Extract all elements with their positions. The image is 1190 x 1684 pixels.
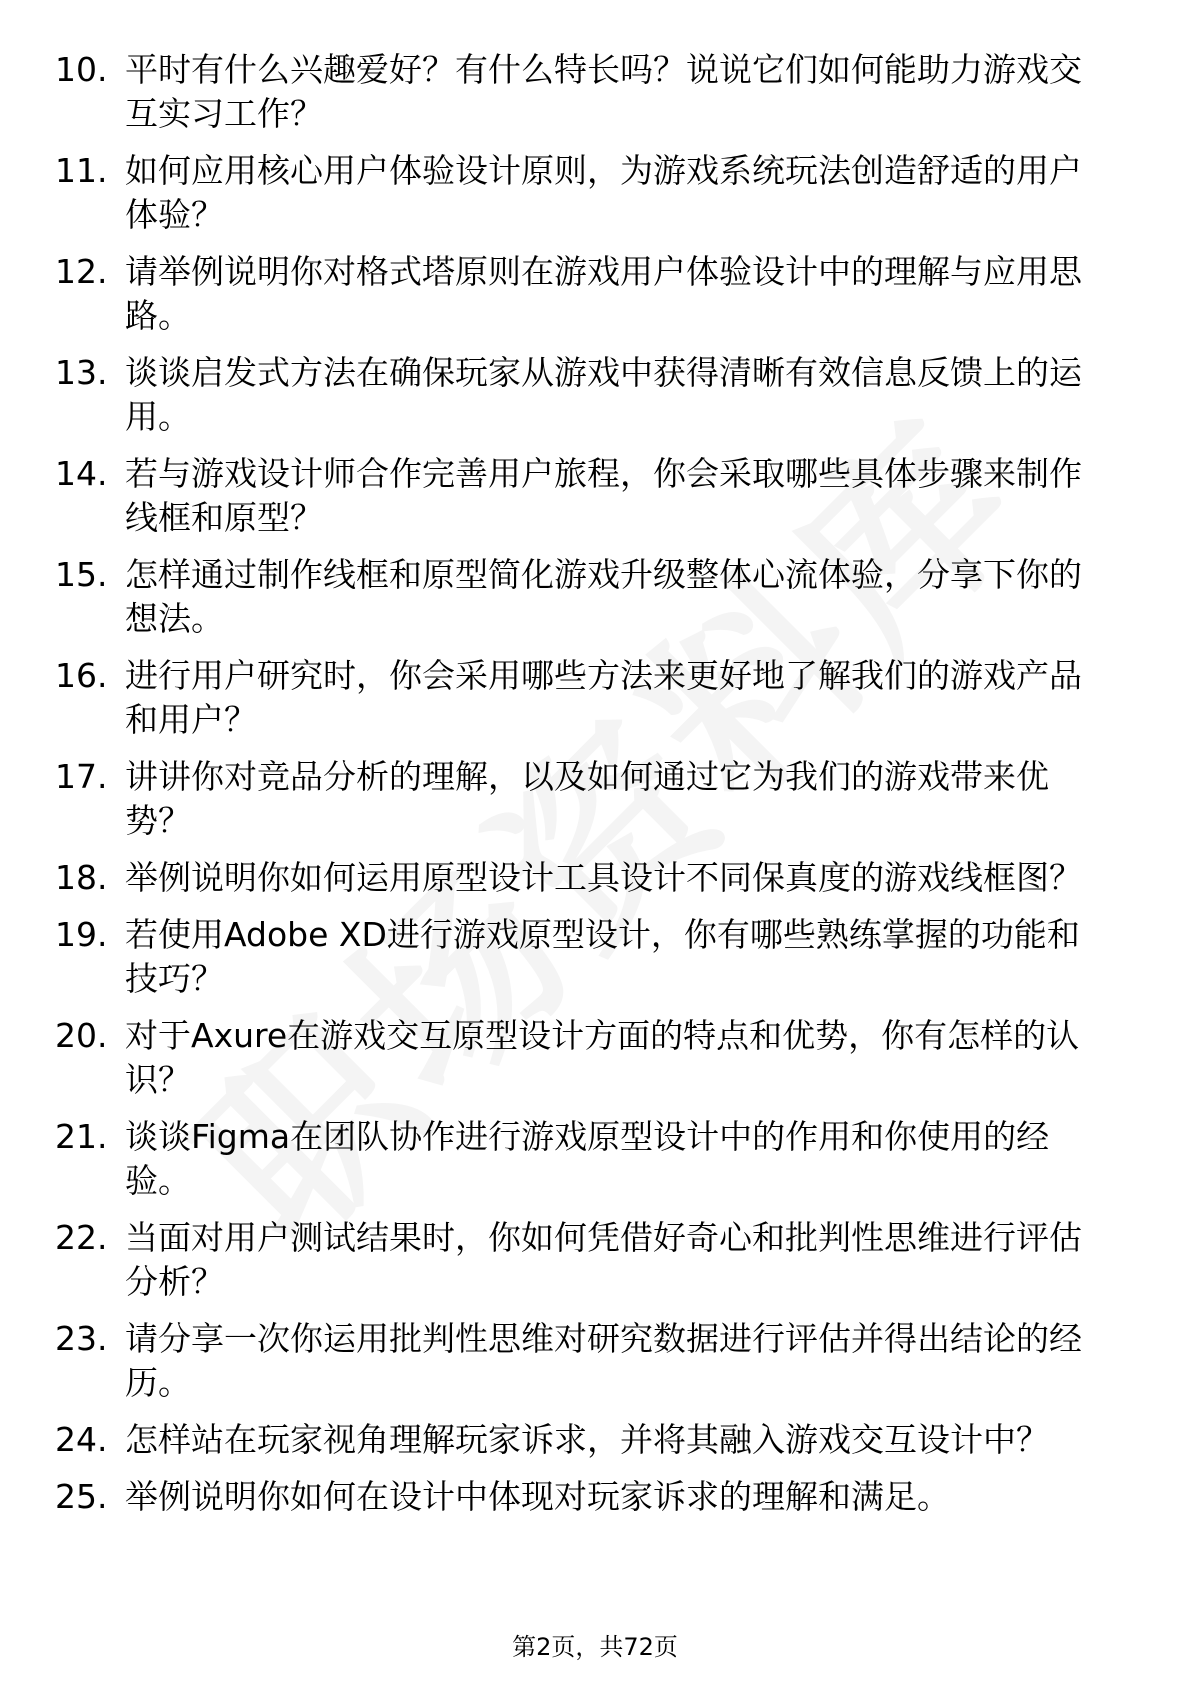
question-number: 13. [55, 353, 108, 392]
question-number: 22. [55, 1218, 108, 1257]
question-number: 21. [55, 1117, 108, 1156]
question-text: 当面对用户测试结果时，你如何凭借好奇心和批判性思维进行评估分析？ [125, 1218, 1082, 1301]
question-number: 17. [55, 757, 108, 796]
question-number: 18. [55, 858, 108, 897]
question-text: 对于Axure在游戏交互原型设计方面的特点和优势，你有怎样的认识？ [125, 1016, 1080, 1099]
question-number: 24. [55, 1420, 108, 1459]
question-item [0, 1216, 1190, 1304]
question-item [0, 1475, 1190, 1519]
question-number: 11. [55, 151, 108, 190]
question-item [0, 452, 1190, 540]
question-text: 若使用Adobe XD进行游戏原型设计，你有哪些熟练掌握的功能和技巧？ [125, 915, 1080, 998]
question-item [0, 654, 1190, 742]
question-number: 19. [55, 915, 108, 954]
question-number: 23. [55, 1319, 108, 1358]
question-item [0, 1317, 1190, 1405]
question-text: 请举例说明你对格式塔原则在游戏用户体验设计中的理解与应用思路。 [125, 252, 1082, 335]
question-item [0, 1418, 1190, 1462]
question-item [0, 913, 1190, 1001]
question-text: 请分享一次你运用批判性思维对研究数据进行评估并得出结论的经历。 [125, 1319, 1082, 1402]
question-text: 怎样站在玩家视角理解玩家诉求，并将其融入游戏交互设计中？ [125, 1420, 1049, 1459]
question-text: 讲讲你对竞品分析的理解，以及如何通过它为我们的游戏带来优势？ [125, 757, 1049, 840]
question-item [0, 48, 1190, 136]
question-item [0, 250, 1190, 338]
question-number: 16. [55, 656, 108, 695]
question-text: 举例说明你如何运用原型设计工具设计不同保真度的游戏线框图？ [125, 858, 1082, 897]
question-number: 20. [55, 1016, 108, 1055]
question-number: 25. [55, 1477, 108, 1516]
question-text: 举例说明你如何在设计中体现对玩家诉求的理解和满足。 [125, 1477, 950, 1516]
question-item [0, 1014, 1190, 1102]
question-list [0, 48, 1190, 1532]
question-text: 如何应用核心用户体验设计原则，为游戏系统玩法创造舒适的用户体验？ [125, 151, 1082, 234]
question-item [0, 1115, 1190, 1203]
page-number-footer: 第2页，共72页 [512, 1633, 678, 1661]
question-item [0, 149, 1190, 237]
question-item [0, 553, 1190, 641]
question-text: 若与游戏设计师合作完善用户旅程，你会采取哪些具体步骤来制作线框和原型？ [125, 454, 1082, 537]
question-text: 进行用户研究时，你会采用哪些方法来更好地了解我们的游戏产品和用户？ [125, 656, 1082, 739]
question-text: 平时有什么兴趣爱好？有什么特长吗？说说它们如何能助力游戏交互实习工作？ [125, 50, 1082, 133]
question-text: 谈谈Figma在团队协作进行游戏原型设计中的作用和你使用的经验。 [125, 1117, 1050, 1200]
question-text: 怎样通过制作线框和原型简化游戏升级整体心流体验，分享下你的想法。 [125, 555, 1082, 638]
question-item [0, 755, 1190, 843]
question-number: 14. [55, 454, 108, 493]
question-item [0, 351, 1190, 439]
question-number: 12. [55, 252, 108, 291]
question-number: 15. [55, 555, 108, 594]
question-item [0, 856, 1190, 900]
question-text: 谈谈启发式方法在确保玩家从游戏中获得清晰有效信息反馈上的运用。 [125, 353, 1082, 436]
question-number: 10. [55, 50, 108, 89]
